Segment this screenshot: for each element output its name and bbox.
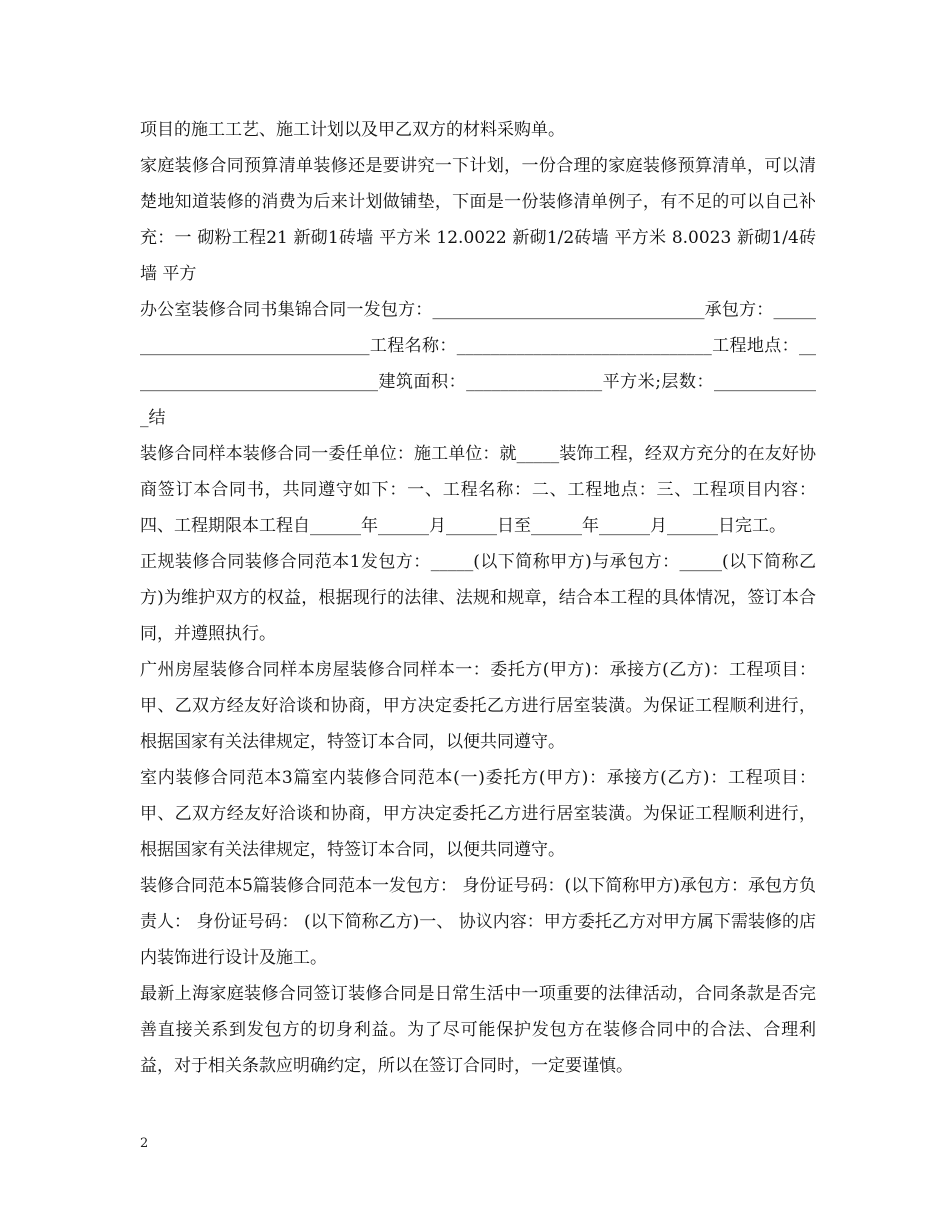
- paragraph-interior-contract: 室内装修合同范本3篇室内装修合同范本(一)委托方(甲方)：承接方(乙方)：工程项目：甲、乙双方经友好洽谈和协商，甲方决定委托乙方进行居室装潢。为保证工程顺利进行，根据国家有关法律规定，特签订本合同，以便共同遵守。: [140, 768, 816, 860]
- paragraph-construction-process: 项目的施工工艺、施工计划以及甲乙双方的材料采购单。: [140, 120, 565, 140]
- paragraph-contract-sample: 装修合同样本装修合同一委任单位：施工单位：就_____装饰工程，经双方充分的在友好协商签订本合同书，共同遵守如下：一、工程名称：二、工程地点：三、工程项目内容：四、工程期限本工程自______年______月______日至______年______月______日完工。: [140, 444, 816, 536]
- paragraph-office-contract: 办公室装修合同书集锦合同一发包方：________________________________承包方：________________________________工程名称：______________________________工程地点：______________________________建筑面积：________________平方米;层数：_____________结: [140, 300, 816, 428]
- page-number: 2: [140, 1136, 149, 1151]
- paragraph-guangzhou-contract: 广州房屋装修合同样本房屋装修合同样本一：委托方(甲方)：承接方(乙方)：工程项目：甲、乙双方经友好洽谈和协商，甲方决定委托乙方进行居室装潢。为保证工程顺利进行，根据国家有关法律规定，特签订本合同，以便共同遵守。: [140, 660, 816, 752]
- document-body: [140, 112, 816, 1084]
- paragraph-shanghai-contract: 最新上海家庭装修合同签订装修合同是日常生活中一项重要的法律活动，合同条款是否完善直接关系到发包方的切身利益。为了尽可能保护发包方在装修合同中的合法、合理利益，对于相关条款应明确约定，所以在签订合同时，一定要谨慎。: [140, 984, 816, 1076]
- paragraph-formal-contract: 正规装修合同装修合同范本1发包方：_____(以下简称甲方)与承包方：_____(以下简称乙方)为维护双方的权益，根据现行的法律、法规和规章，结合本工程的具体情况，签订本合同，并遵照执行。: [140, 552, 816, 644]
- paragraph-budget-list: 家庭装修合同预算清单装修还是要讲究一下计划，一份合理的家庭装修预算清单，可以清楚地知道装修的消费为后来计划做铺垫，下面是一份装修清单例子，有不足的可以自己补充：一 砌粉工程21 新砌1砖墙 平方米 12.0022 新砌1/2砖墙 平方米 8.0023 新砌1/4砖墙 平方: [140, 156, 816, 284]
- paragraph-five-contracts: 装修合同范本5篇装修合同范本一发包方： 身份证号码：(以下简称甲方)承包方：承包方负责人： 身份证号码： (以下简称乙方)一、 协议内容：甲方委托乙方对甲方属下需装修的店内装饰进行设计及施工。: [140, 876, 816, 968]
